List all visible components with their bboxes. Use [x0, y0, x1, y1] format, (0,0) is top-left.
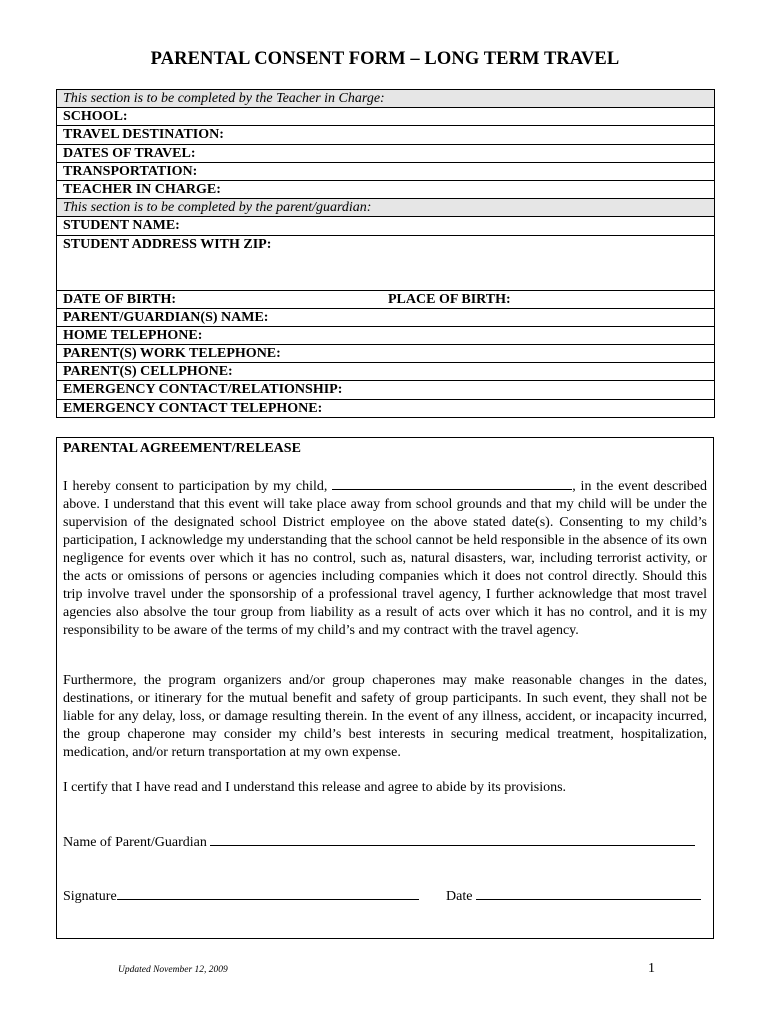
parent-name-label: Name of Parent/Guardian: [63, 835, 211, 850]
consent-text-start: I hereby consent to participation by my child,: [63, 479, 333, 494]
date-of-birth-field[interactable]: DATE OF BIRTH:: [63, 291, 177, 307]
place-of-birth-field[interactable]: PLACE OF BIRTH:: [388, 291, 511, 307]
birth-row[interactable]: [57, 290, 715, 308]
signature-blank[interactable]: [117, 886, 419, 900]
agreement-paragraph-1: [63, 476, 707, 640]
info-table: [56, 89, 715, 418]
teacher-section-header: [57, 90, 715, 108]
page-title: PARENTAL CONSENT FORM – LONG TERM TRAVEL: [150, 49, 620, 69]
agreement-paragraph-2: Furthermore, the program organizers and/or group chaperones may make reasonable changes in the dates, destinations, or itinerary for the mutual benefit and safety of group participants. In such event, they shall not be liable for any delay, loss, or damage resulting therein. In the event of any illness, accident, or incapacity incurred, the group chaperone may consider my child’s best interests in securing medical treatment, hospitalization, medication, and/or return transportation at my own expense.: [63, 673, 707, 760]
teacher-section-heading: This section is to be completed by the Teacher in Charge:: [57, 90, 715, 108]
parent-guardian-name-field[interactable]: PARENT/GUARDIAN(S) NAME:: [57, 308, 715, 326]
parent-name-line: [63, 832, 695, 852]
signature-line: [63, 886, 419, 906]
signature-label: Signature: [63, 889, 117, 904]
agreement-title: PARENTAL AGREEMENT/RELEASE: [63, 441, 301, 456]
transportation-field[interactable]: TRANSPORTATION:: [57, 162, 715, 180]
date-label: Date: [446, 889, 476, 904]
student-name-field[interactable]: STUDENT NAME:: [57, 217, 715, 235]
consent-text-rest: , in the event described above. I understand that this event will take place away from school grounds and that my child will be under the supervision of the designated school District employee on the above stated date(s). Consenting to my child’s participation, I acknowledge my understanding that the school cannot be held responsible in the absence of its own negligence for events over which it has no control, such as, natural disasters, war, including terrorist activity, or the acts or omissions of persons or agencies including companies which it does not control directly. Should this trip involve travel under the sponsorship of a professional travel agency, I further acknowledge that most travel agencies also absolve the tour group from liability as a result of acts over which it has no control, and it is my responsibility to be aware of the terms of my child’s and my contract with the travel agency.: [63, 479, 708, 638]
home-telephone-field[interactable]: HOME TELEPHONE:: [57, 326, 715, 344]
emergency-contact-field[interactable]: EMERGENCY CONTACT/RELATIONSHIP:: [57, 381, 715, 399]
parent-section-header: [57, 199, 715, 217]
footer-updated: Updated November 12, 2009: [118, 965, 228, 975]
cellphone-field[interactable]: PARENT(S) CELLPHONE:: [57, 363, 715, 381]
teacher-in-charge-field[interactable]: TEACHER IN CHARGE:: [57, 180, 715, 198]
date-line: [446, 886, 701, 906]
emergency-telephone-field[interactable]: EMERGENCY CONTACT TELEPHONE:: [57, 399, 715, 417]
parent-name-blank[interactable]: [210, 832, 695, 846]
page-number: 1: [648, 961, 655, 976]
travel-destination-field[interactable]: TRAVEL DESTINATION:: [57, 126, 715, 144]
parent-section-heading: This section is to be completed by the parent/guardian:: [57, 199, 715, 217]
school-field[interactable]: SCHOOL:: [57, 108, 715, 126]
agreement-paragraph-3: I certify that I have read and I understand this release and agree to abide by its provisions.: [63, 780, 567, 795]
child-name-blank[interactable]: [332, 476, 572, 490]
work-telephone-field[interactable]: PARENT(S) WORK TELEPHONE:: [57, 345, 715, 363]
date-blank[interactable]: [476, 886, 701, 900]
dates-of-travel-field[interactable]: DATES OF TRAVEL:: [57, 144, 715, 162]
student-address-field[interactable]: STUDENT ADDRESS WITH ZIP:: [57, 235, 715, 290]
agreement-box: [56, 437, 714, 939]
